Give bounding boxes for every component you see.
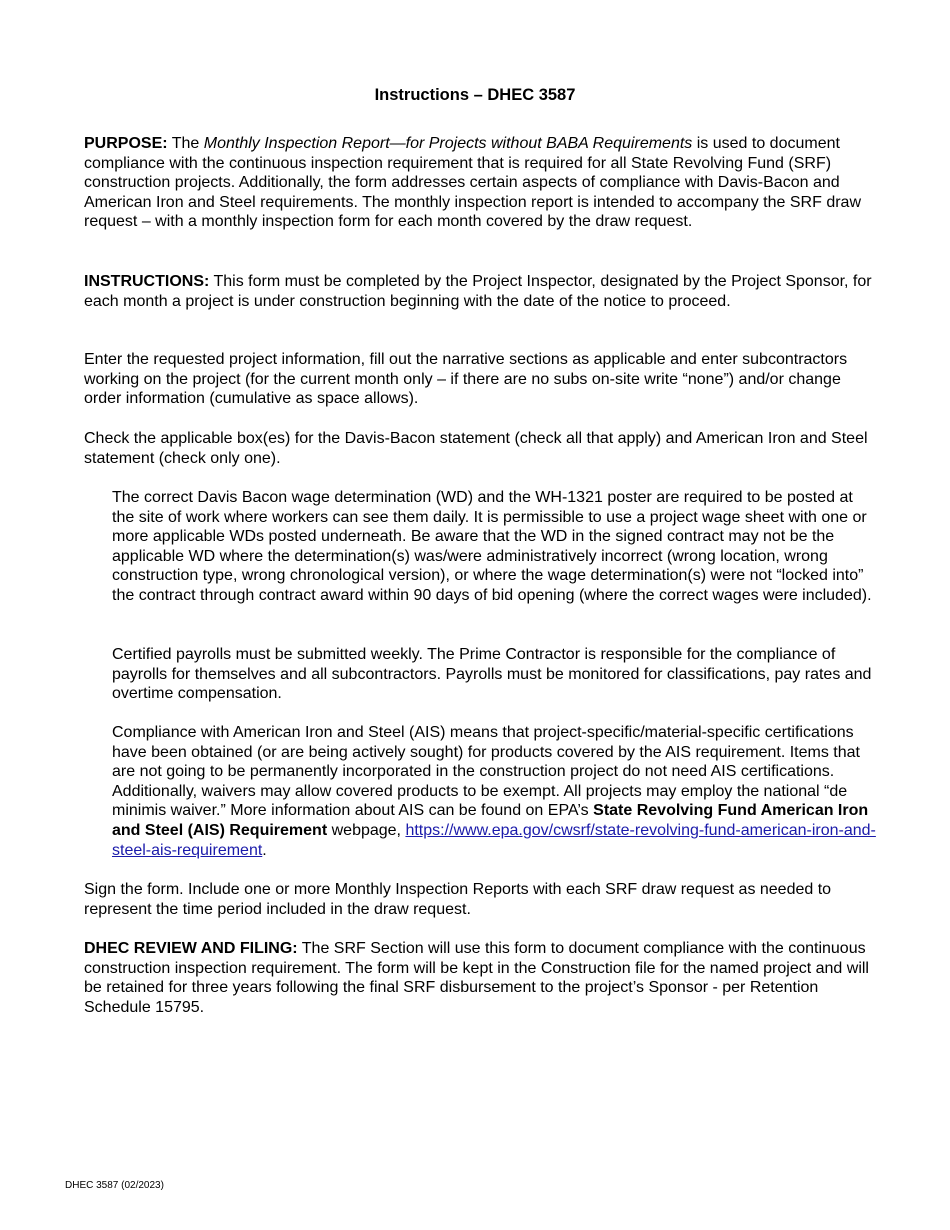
ais-text-3: . [262,841,267,859]
purpose-text-2: is used to document compliance with the continuous inspection requirement that is required for all State Revolving Fund (SRF) construction projects. Additionally, the form addresses certain aspects of compliance with Davis-Bacon and American Iron and Steel requirements. The monthly inspection report is intended to accompany the SRF draw request – with a monthly inspection form for each month covered by the draw request. [84,135,861,231]
enter-info-paragraph [84,350,874,409]
sign-text: Sign the form. Include one or more Monthly Inspection Reports with each SRF draw request as needed to represent the time period included in the draw request. [84,881,832,918]
davis-bacon-paragraph [112,488,877,606]
ais-text-2: webpage, [331,821,401,839]
check-boxes-text: Check the applicable box(es) for the Davis-Bacon statement (check all that apply) and American Iron and Steel statement (check only one). [84,430,868,467]
ais-page-name: State Revolving Fund American Iron and Steel (AIS) Requirement [112,802,869,839]
ais-text-1: Compliance with American Iron and Steel (AIS) means that project-specific/material-specific certifications have been obtained (or are being actively sought) for products covered by the AIS requirement. Items that are not going to be permanently incorporated in the construction project do not need AIS certifications. Additionally, waivers may allow covered products to be exempt. All projects may employ the national “de minimis waiver.” More information about AIS can be found on EPA’s [112,724,860,820]
payrolls-text: Certified payrolls must be submitted weekly. The Prime Contractor is responsible for the compliance of payrolls for themselves and all subcontractors. Payrolls must be monitored for classifications, pay rates and overtime compensation. [112,646,872,703]
sign-paragraph [84,880,874,919]
davis-bacon-text: The correct Davis Bacon wage determination (WD) and the WH-1321 poster are required to be posted at the site of work where workers can see them daily. It is permissible to use a project wage sheet with one or more applicable WDs posted underneath. Be aware that the WD in the signed contract may not be the applicable WD where the determination(s) was/were administratively incorrect (wrong location, wrong construction type, wrong chronological version), or where the wage determination(s) were not “locked into” the contract through contract award within 90 days of bid opening (where the correct wages were included). [112,489,872,604]
enter-info-text: Enter the requested project information, fill out the narrative sections as applicable and enter subcontractors working on the project (for the current month only – if there are no subs on-site write “none”) and/or change order information (cumulative as space allows). [84,351,848,408]
instructions-text: This form must be completed by the Project Inspector, designated by the Project Sponsor, for each month a project is under construction beginning with the date of the notice to proceed. [84,273,872,310]
purpose-label: PURPOSE: [84,135,168,152]
purpose-paragraph [84,134,874,232]
check-boxes-paragraph [84,429,874,468]
review-label: DHEC REVIEW AND FILING: [84,940,298,957]
page-title: Instructions – DHEC 3587 [374,86,576,104]
review-text: The SRF Section will use this form to document compliance with the continuous construction inspection requirement. The form will be kept in the Construction file for the named project and will be retained for three years following the final SRF disbursement to the project’s Sponsor - per Retention Schedule 15795. [84,940,869,1016]
payrolls-paragraph [112,645,877,704]
instructions-paragraph [84,272,874,311]
instructions-label: INSTRUCTIONS: [84,273,210,290]
form-name: Monthly Inspection Report—for Projects without BABA Requirements [203,135,693,152]
purpose-text-1: The [171,135,200,152]
form-number-footer: DHEC 3587 (02/2023) [65,1180,164,1191]
review-paragraph [84,939,874,1017]
ais-requirement-link[interactable]: https://www.epa.gov/cwsrf/state-revolving-fund-american-iron-and-steel-ais-requirement [112,821,876,859]
ais-paragraph [112,723,877,860]
